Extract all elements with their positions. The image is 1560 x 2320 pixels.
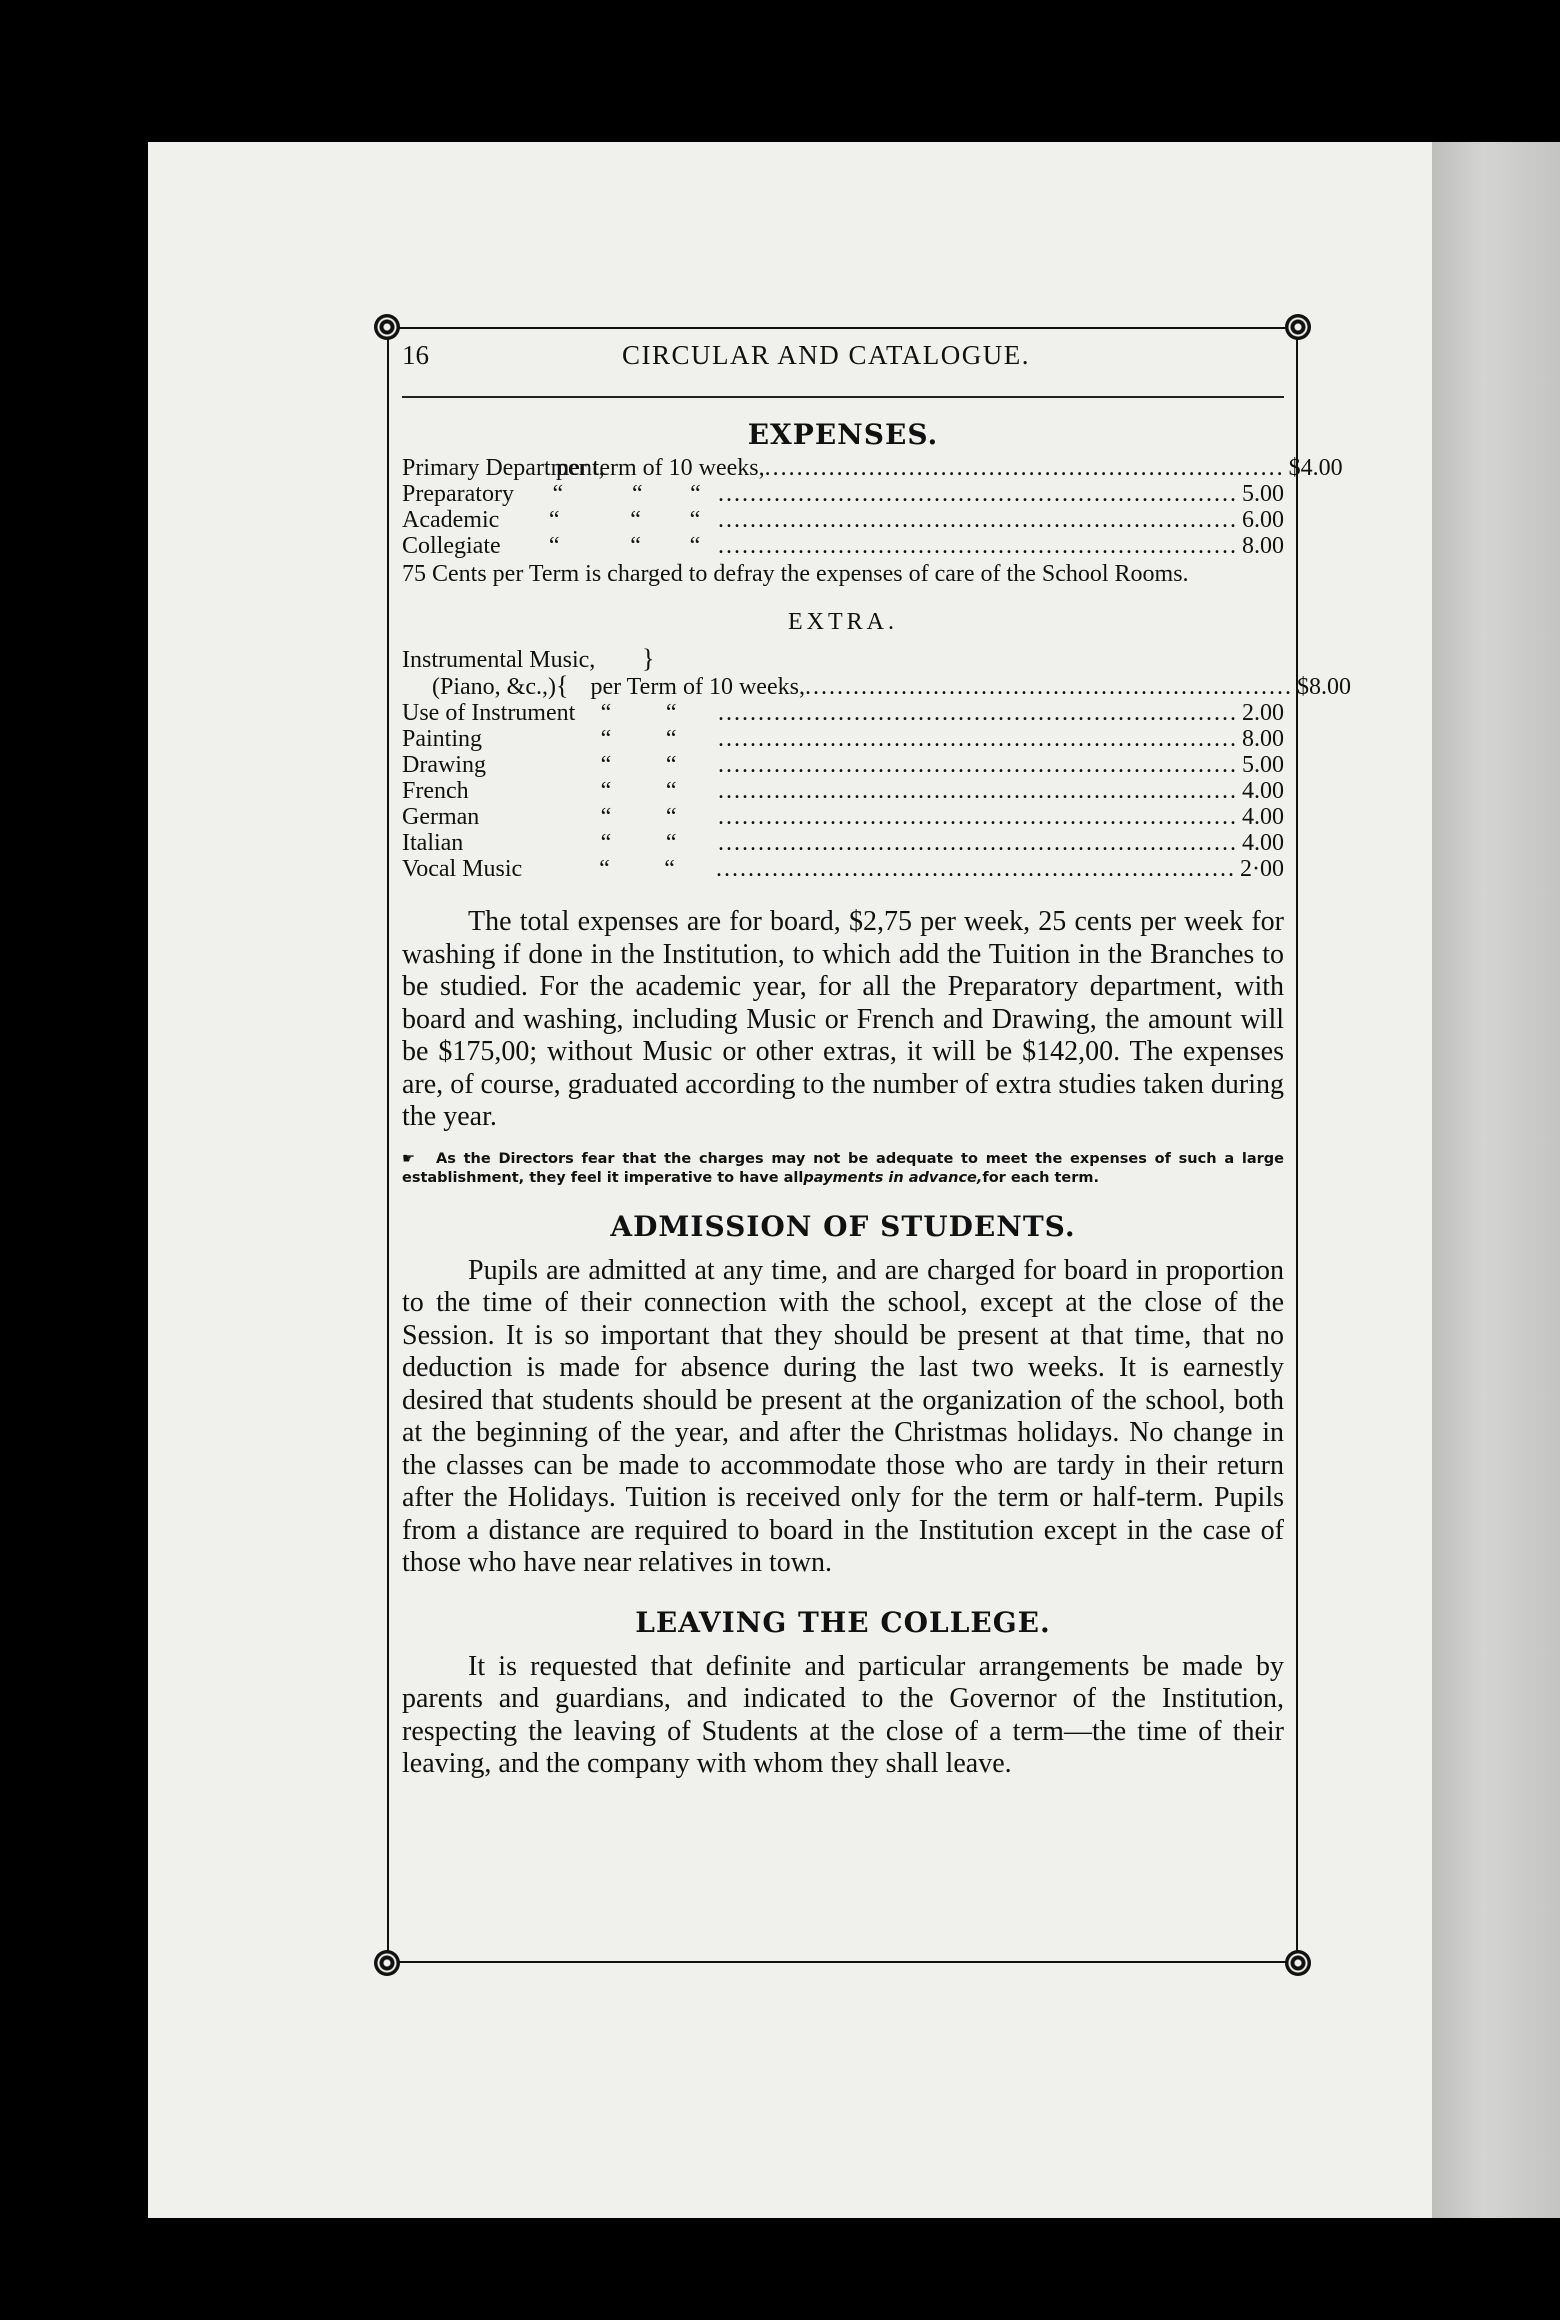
- per-term-text: per Term of 10 weeks,: [590, 674, 805, 700]
- leader-dots: .................................................................: [718, 804, 1238, 830]
- facing-page-edge: [1432, 142, 1560, 2218]
- ditto-mark: “: [600, 726, 612, 752]
- fee-label: Academic: [402, 507, 500, 533]
- ditto-mark: “: [600, 700, 612, 726]
- leader-dots: .................................................................: [718, 830, 1238, 856]
- ditto-mark: “: [630, 507, 641, 533]
- table-row: [402, 752, 1284, 778]
- fee-label: Preparatory: [402, 481, 514, 507]
- border-left-rule: [387, 327, 389, 1963]
- leader-dots: .............................................................: [804, 674, 1293, 700]
- fee-amount: 8.00: [1241, 533, 1284, 559]
- extra-label: Italian: [402, 830, 464, 856]
- extra-label: Painting: [402, 726, 483, 752]
- expenses-heading: EXPENSES.: [747, 418, 939, 451]
- ditto-mark: “: [665, 804, 677, 830]
- fee-amount: 2.00: [1242, 700, 1284, 726]
- leaving-paragraph: It is requested that definite and particular arrangements be made by parents and guardians, and indicated to the Governor of the Institution, respecting the leaving of Students at the close of a term—the time of their leaving, and the company with whom they shall leave.: [402, 1650, 1284, 1779]
- table-row: [402, 726, 1284, 752]
- fee-amount: $4.00: [1288, 455, 1343, 481]
- fee-amount: 6.00: [1241, 507, 1284, 533]
- ditto-mark: “: [665, 700, 677, 726]
- brace-icon: }: [642, 644, 655, 673]
- corner-rosette-icon: [374, 314, 400, 340]
- leaving-heading: LEAVING THE COLLEGE.: [635, 1605, 1051, 1639]
- fee-label: Collegiate: [402, 533, 501, 559]
- fee-amount: 4.00: [1242, 778, 1284, 804]
- leader-dots: .................................................................: [717, 507, 1238, 533]
- table-row: [402, 700, 1284, 726]
- admission-heading: ADMISSION OF STUDENTS.: [610, 1209, 1076, 1243]
- extra-label: Drawing: [402, 752, 486, 778]
- ditto-mark: “: [600, 778, 612, 804]
- leader-dots: .................................................................: [717, 533, 1238, 559]
- pointing-hand-icon: ☛: [402, 1150, 415, 1167]
- leader-dots: .................................................................: [764, 455, 1285, 481]
- leader-dots: .................................................................: [718, 752, 1238, 778]
- ditto-mark: “: [689, 507, 701, 533]
- extra-label: (Piano, &c.,): [432, 674, 556, 700]
- school-rooms-note: 75 Cents per Term is charged to defray the expenses of care of the School Rooms.: [402, 561, 1189, 587]
- ditto-mark: “: [548, 533, 560, 559]
- brace-icon: {: [555, 671, 569, 700]
- ditto-mark: “: [665, 830, 677, 856]
- page-content: [402, 340, 1351, 1781]
- ditto-mark: “: [548, 507, 560, 533]
- corner-rosette-icon: [1285, 314, 1311, 340]
- admission-paragraph: Pupils are admitted at any time, and are charged for board in proportion to the time of their connection with the school, except at the close of the Session. It is so important that they should be present at that time, that no deduction is made for absence during the last two weeks. It is earnestly desired that students should be present at the organization of the school, both at the beginning of the year, and after the Christmas holidays. No change in the classes can be made to accommodate those who are tardy in their return after the Holidays. Tuition is received only for the term or half-term. Pupils from a distance are required to board in the Institution except in the case of those who have near relatives in town.: [402, 1254, 1284, 1578]
- ditto-mark: “: [552, 481, 564, 507]
- table-row: [402, 778, 1284, 804]
- extra-label: Use of Instrument: [402, 700, 576, 726]
- extra-label: German: [402, 804, 480, 830]
- extra-label: French: [402, 778, 469, 804]
- extra-label: Instrumental Music,: [402, 647, 596, 673]
- ditto-mark: “: [664, 856, 675, 882]
- extra-label: Vocal Music: [402, 856, 523, 882]
- ditto-mark: “: [665, 778, 677, 804]
- table-row: [402, 804, 1284, 830]
- page-number: 16: [402, 340, 429, 370]
- table-row: [402, 830, 1284, 856]
- ditto-mark: “: [600, 752, 612, 778]
- table-row: [402, 481, 1284, 507]
- ditto-mark: “: [599, 856, 610, 882]
- fee-amount: $8.00: [1296, 674, 1351, 700]
- ditto-mark: “: [632, 481, 643, 507]
- page-header: [402, 340, 1284, 386]
- table-row: [402, 455, 1343, 481]
- leader-dots: .................................................................: [718, 481, 1238, 507]
- fee-period: per term of 10 weeks,: [556, 455, 765, 481]
- border-top-rule: [387, 327, 1298, 329]
- ditto-mark: “: [689, 533, 701, 559]
- fee-amount: 2·00: [1240, 856, 1284, 882]
- corner-rosette-icon: [374, 1950, 400, 1976]
- running-title: CIRCULAR AND CATALOGUE.: [621, 340, 1031, 370]
- fee-amount: 5.00: [1242, 481, 1284, 507]
- header-rule: [402, 396, 1284, 398]
- border-right-rule: [1296, 327, 1298, 1963]
- border-bottom-rule: [387, 1961, 1298, 1963]
- directors-note: ☛ As the Directors fear that the charges may not be adequate to meet the expenses of such a large establishment, they feel it imperative to have allpayments in advance,for each term.: [402, 1150, 1284, 1186]
- table-row: [402, 507, 1284, 533]
- ditto-mark: “: [600, 804, 612, 830]
- corner-rosette-icon: [1285, 1950, 1311, 1976]
- expenses-table: [402, 455, 1343, 559]
- fee-amount: 8.00: [1242, 726, 1284, 752]
- leader-dots: .................................................................: [718, 726, 1238, 752]
- table-row: [402, 856, 1284, 882]
- table-row: [402, 646, 1284, 673]
- total-expenses-paragraph: The total expenses are for board, $2,75 per week, 25 cents per week for washing if done in the Institution, to which add the Tuition in the Branches to be studied. For the academic year, for all the Preparatory department, with board and washing, including Music or French and Drawing, the amount will be $175,00; without Music or other extras, it will be $142,00. The expenses are, of course, graduated according to the number of extra studies taken during the year.: [402, 906, 1284, 1132]
- leader-dots: .................................................................: [716, 856, 1236, 882]
- extra-heading: EXTRA.: [788, 609, 898, 635]
- ditto-mark: “: [665, 726, 677, 752]
- ditto-mark: “: [690, 481, 701, 507]
- fee-amount: 4.00: [1242, 804, 1284, 830]
- ditto-mark: “: [665, 752, 677, 778]
- table-row: [402, 671, 1351, 700]
- ditto-mark: “: [600, 830, 612, 856]
- fee-amount: 5.00: [1242, 752, 1284, 778]
- leader-dots: .................................................................: [718, 778, 1238, 804]
- extra-table: [402, 644, 1351, 882]
- fee-label: Primary Department,: [402, 455, 605, 481]
- ditto-mark: “: [630, 533, 641, 559]
- table-row: [402, 533, 1284, 559]
- fee-amount: 4.00: [1242, 830, 1284, 856]
- leader-dots: .................................................................: [718, 700, 1238, 726]
